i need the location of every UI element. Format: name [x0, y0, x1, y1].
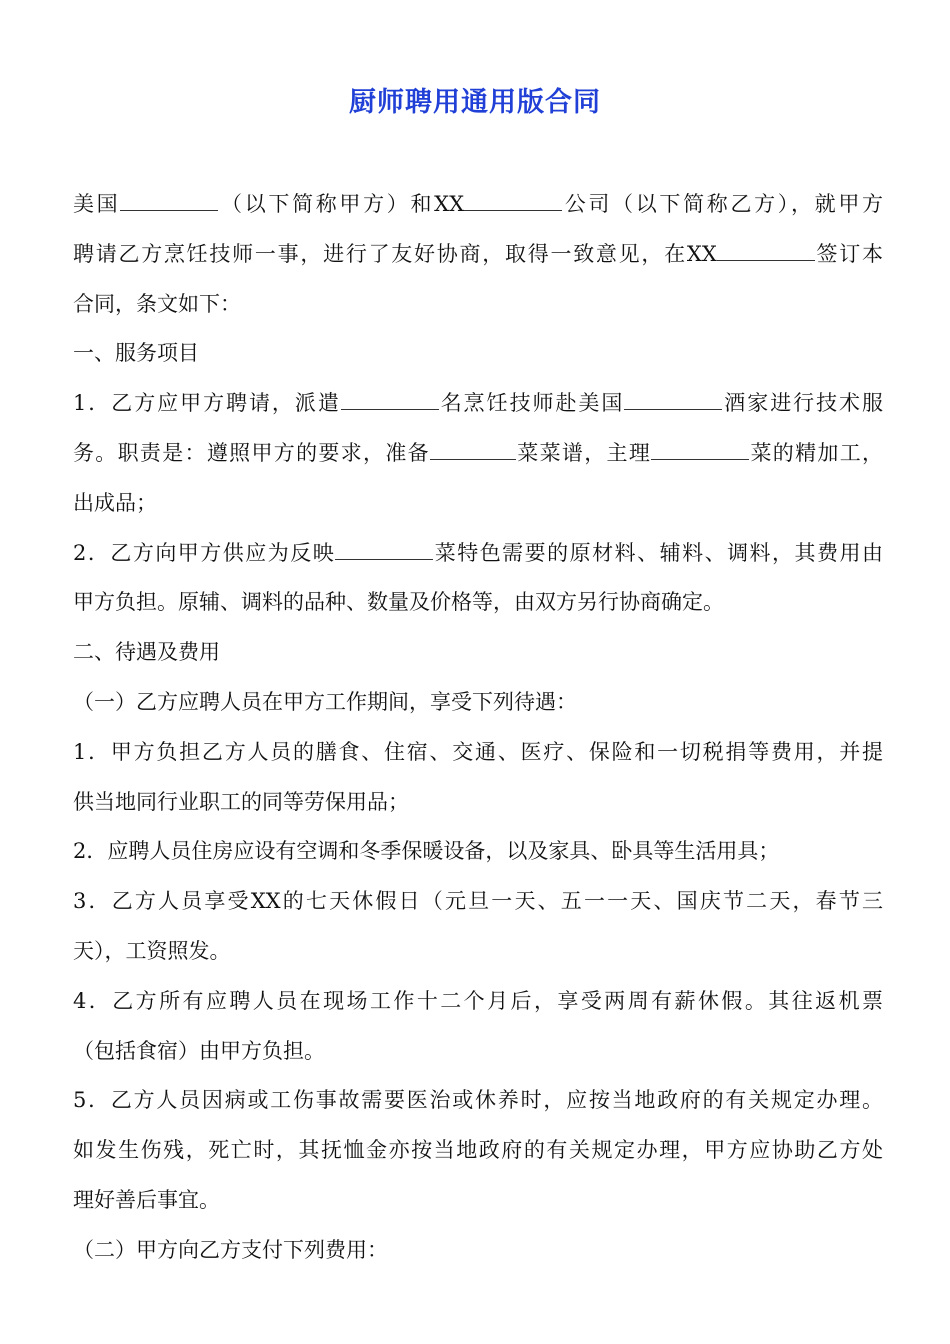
text-line [73, 230, 883, 280]
text-segment: 菜的精加工， [749, 440, 884, 465]
text-segment: 签订本 [814, 241, 884, 266]
text-line: 天），工资照发。 [73, 938, 231, 963]
text-line: （包括食宿）由甲方负担。 [73, 1038, 325, 1063]
section-heading: 二、待遇及费用 [73, 640, 220, 665]
blank-underline [430, 437, 516, 460]
document-body [73, 180, 883, 1276]
blank-underline [624, 387, 722, 410]
blank-underline [464, 188, 562, 211]
text-line: 1．甲方负担乙方人员的膳食、住宿、交通、医疗、保险和一切税捐等费用，并提 [73, 739, 883, 764]
text-line [73, 529, 883, 579]
text-line: 2．应聘人员住房应设有空调和冬季保暖设备，以及家具、卧具等生活用具； [73, 839, 780, 864]
text-segment: 务。职责是：遵照甲方的要求，准备 [73, 440, 430, 465]
subsection-heading: （二）甲方向乙方支付下列费用： [73, 1237, 388, 1262]
text-segment: 名烹饪技师赴美国 [438, 391, 625, 416]
blank-underline [120, 188, 218, 211]
text-line: 合同，条文如下： [73, 291, 241, 316]
text-line [73, 379, 883, 429]
text-line: 5．乙方人员因病或工伤事故需要医治或休养时，应按当地政府的有关规定办理。 [73, 1088, 883, 1113]
text-line: 甲方负担。原辅、调料的品种、数量及价格等，由双方另行协商确定。 [73, 590, 724, 615]
section-heading: 一、服务项目 [73, 341, 199, 366]
text-line: 3．乙方人员享受XX的七天休假日（元旦一天、五一一天、国庆节二天，春节三 [73, 889, 883, 914]
text-line [73, 180, 883, 230]
text-line [73, 429, 883, 479]
text-line: 供当地同行业职工的同等劳保用品； [73, 789, 409, 814]
blank-underline [651, 437, 749, 460]
blank-underline [341, 387, 439, 410]
blank-underline [717, 238, 815, 261]
text-segment: 1．乙方应甲方聘请，派遣 [73, 391, 341, 416]
text-line: 理好善后事宜。 [73, 1187, 220, 1212]
text-segment: 菜菜谱，主理 [515, 440, 652, 465]
text-segment: 美国 [73, 192, 121, 216]
blank-underline [335, 537, 433, 560]
text-segment: 公司（以下简称乙方），就甲方 [562, 192, 884, 216]
text-segment: （以下简称甲方）和XX [218, 192, 465, 216]
text-line: 出成品； [73, 490, 157, 515]
text-segment: 菜特色需要的原材料、辅料、调料，其费用由 [433, 540, 883, 565]
subsection-heading: （一）乙方应聘人员在甲方工作期间，享受下列待遇： [73, 689, 577, 714]
text-line: 如发生伤残，死亡时，其抚恤金亦按当地政府的有关规定办理，甲方应协助乙方处 [73, 1138, 883, 1163]
text-segment: 酒家进行技术服 [722, 391, 883, 416]
document-title: 厨师聘用通用版合同 [349, 87, 601, 118]
text-line: 4．乙方所有应聘人员在现场工作十二个月后，享受两周有薪休假。其往返机票 [73, 988, 883, 1013]
text-segment: 2．乙方向甲方供应为反映 [73, 540, 336, 565]
text-segment: 聘请乙方烹饪技师一事，进行了友好协商，取得一致意见，在XX [73, 241, 717, 266]
